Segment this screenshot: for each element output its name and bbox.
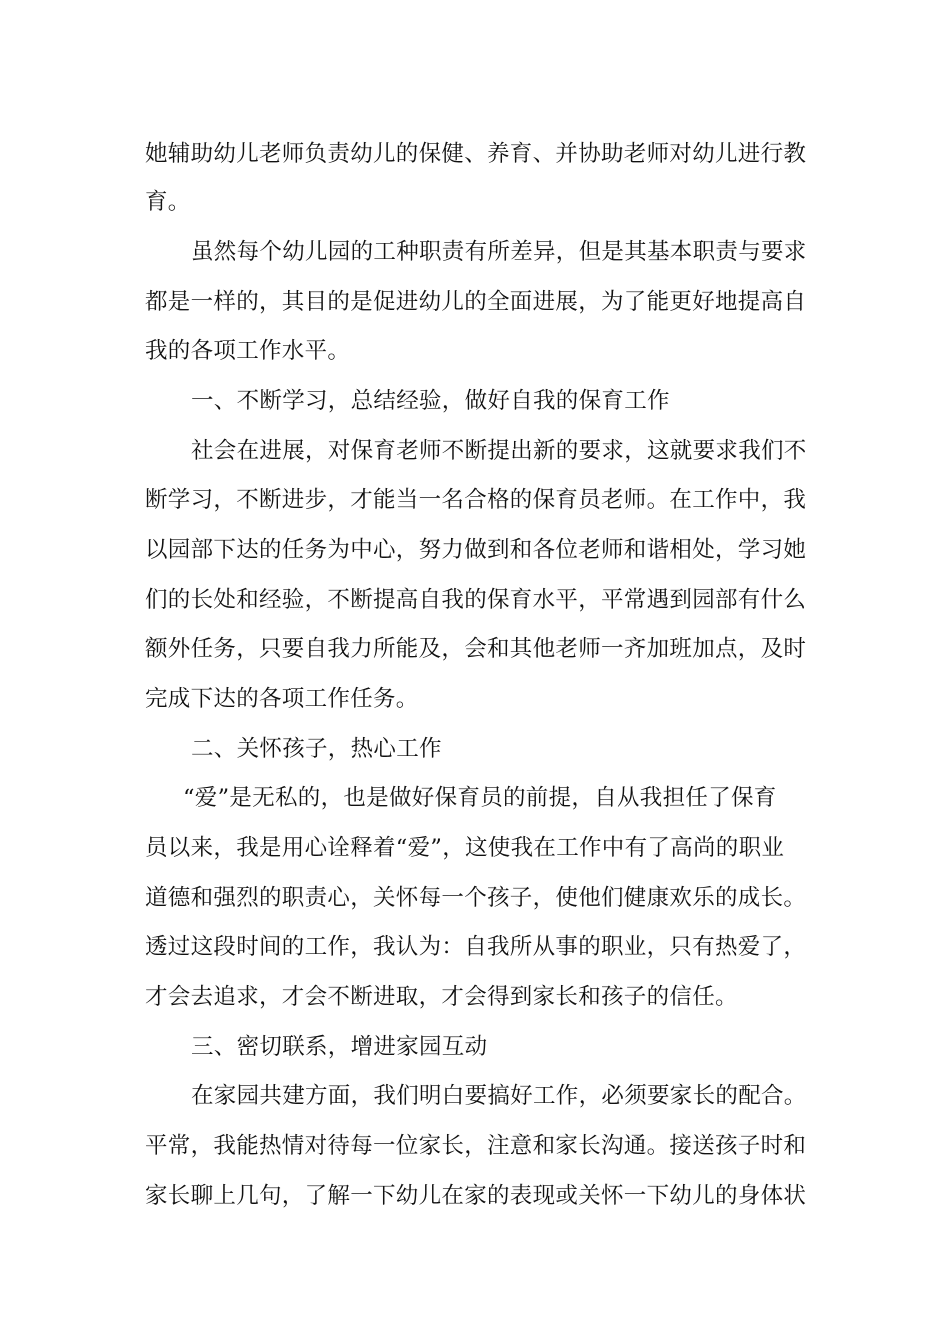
section-heading-1: 一、不断学习，总结经验，做好自我的保育工作 — [191, 388, 670, 414]
text-line: 们的长处和经验，不断提高自我的保育水平，平常遇到园部有什么 — [145, 587, 807, 613]
text-line: 都是一样的，其目的是促进幼儿的全面进展，为了能更好地提高自 — [145, 289, 807, 315]
text-line: 我的各项工作水平。 — [145, 338, 351, 364]
text-line: 育。 — [145, 189, 191, 215]
paragraph-start-line: “爱”是无私的，也是做好保育员的前提，自从我担任了保育 — [183, 785, 777, 811]
text-line: 断学习，不断进步，才能当一名合格的保育员老师。在工作中，我 — [145, 487, 807, 513]
text-line: 员以来，我是用心诠释着“爱”，这使我在工作中有了高尚的职业 — [145, 835, 785, 861]
text-line: 平常，我能热情对待每一位家长，注意和家长沟通。接送孩子时和 — [145, 1133, 807, 1159]
text-line: 家长聊上几句，了解一下幼儿在家的表现或关怀一下幼儿的身体状 — [145, 1183, 807, 1209]
text-line: 她辅助幼儿老师负责幼儿的保健、养育、并协助老师对幼儿进行教 — [145, 141, 807, 167]
text-line: 以园部下达的任务为中心，努力做到和各位老师和谐相处，学习她 — [145, 537, 807, 563]
paragraph-start-line: 在家园共建方面，我们明白要搞好工作，必须要家长的配合。 — [191, 1083, 807, 1109]
text-line: 道德和强烈的职责心，关怀每一个孩子，使他们健康欢乐的成长。 — [145, 885, 807, 911]
text-line: 透过这段时间的工作，我认为：自我所从事的职业，只有热爱了， — [145, 934, 807, 960]
paragraph-start-line: 虽然每个幼儿园的工种职责有所差异，但是其基本职责与要求 — [191, 239, 807, 265]
text-line: 才会去追求，才会不断进取，才会得到家长和孩子的信任。 — [145, 984, 738, 1010]
section-heading-2: 二、关怀孩子，热心工作 — [191, 736, 442, 762]
section-heading-3: 三、密切联系，增进家园互动 — [191, 1034, 488, 1060]
text-line: 完成下达的各项工作任务。 — [145, 686, 419, 712]
paragraph-start-line: 社会在进展，对保育老师不断提出新的要求，这就要求我们不 — [191, 438, 807, 464]
text-line: 额外任务，只要自我力所能及，会和其他老师一齐加班加点，及时 — [145, 636, 807, 662]
